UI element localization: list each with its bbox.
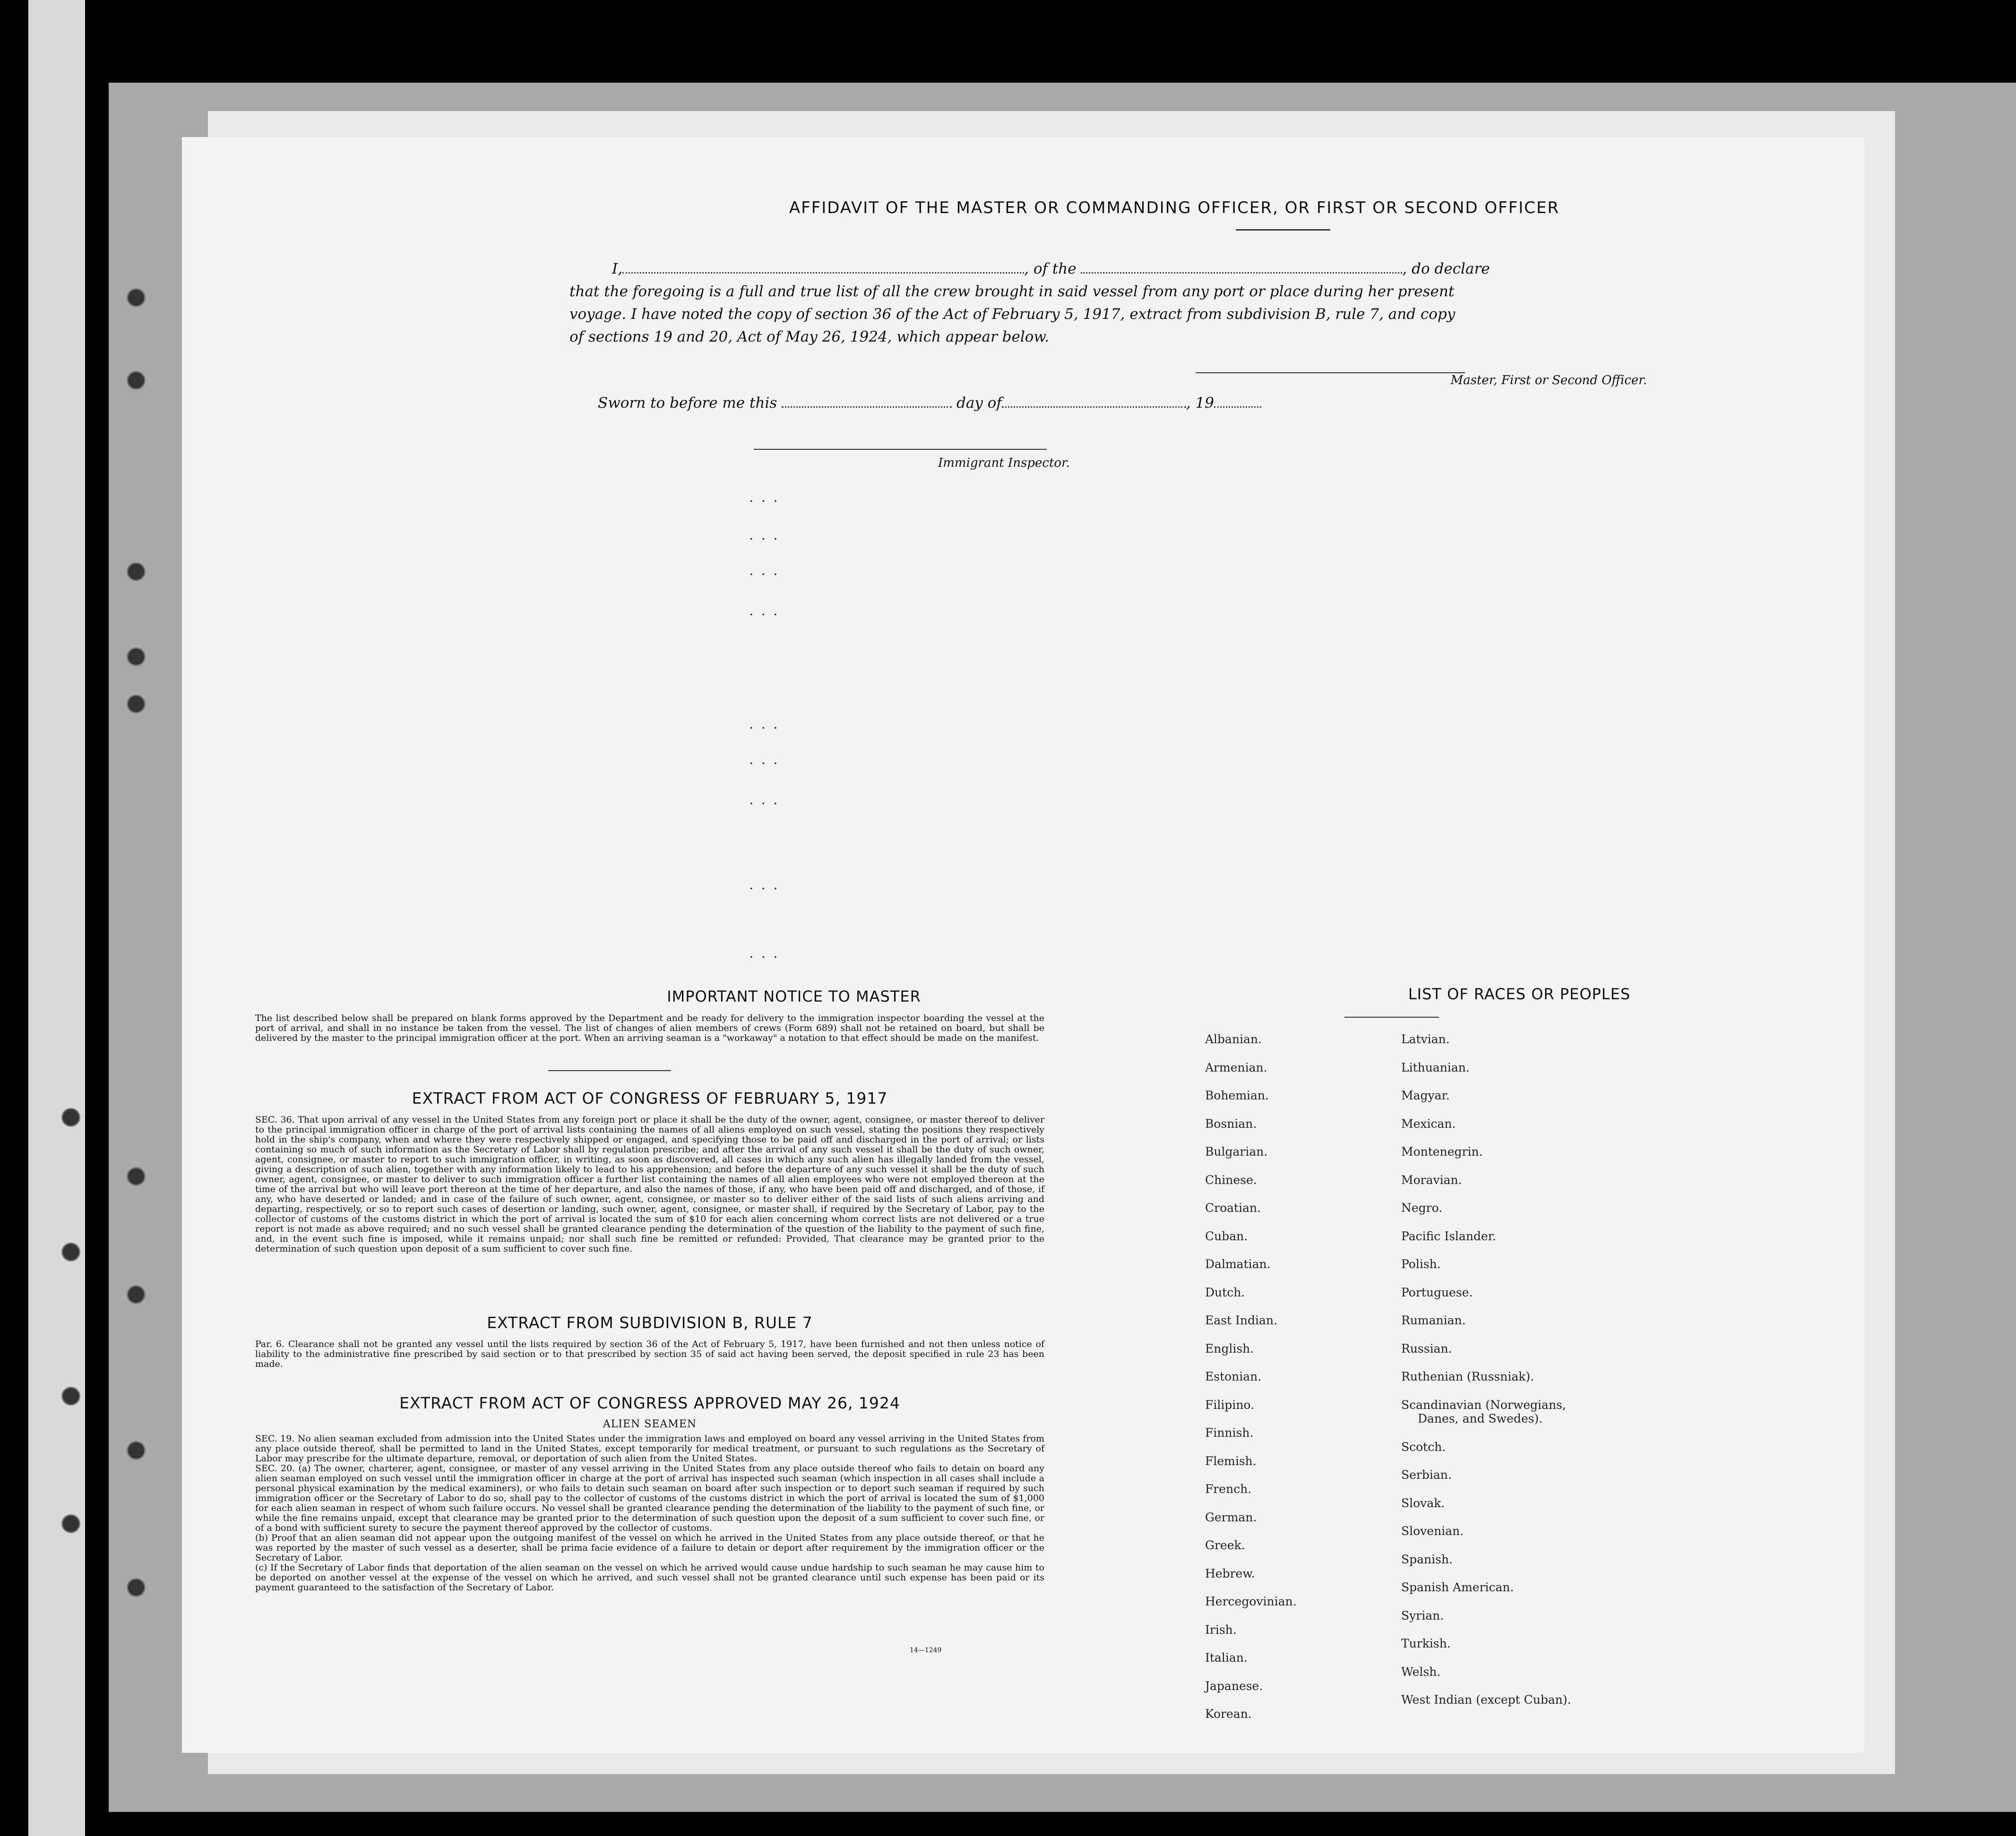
extract-1924-title: EXTRACT FROM ACT OF CONGRESS APPROVED MAY 26, 1924	[399, 1394, 900, 1412]
race-item: Danes, and Swedes).	[1418, 1412, 1543, 1426]
race-item: Japanese.	[1205, 1679, 1263, 1693]
declaration-line-2: that the foregoing is a full and true list of all the crew brought in said vessel from any port or place during her present	[569, 283, 1455, 300]
race-item: Montenegrin.	[1401, 1145, 1483, 1158]
extract-1924-body	[255, 1434, 1044, 1593]
divider	[1236, 229, 1330, 231]
form-number: 14—1249	[910, 1647, 942, 1654]
race-item: Finnish.	[1205, 1426, 1254, 1440]
race-item: Spanish American.	[1401, 1580, 1514, 1595]
affidavit-title: AFFIDAVIT OF THE MASTER OR COMMANDING OFFICER, OR FIRST OR SECOND OFFICER	[789, 198, 1560, 217]
name-blank[interactable]	[622, 262, 1024, 274]
race-item: Albanian.	[1205, 1032, 1262, 1046]
race-item: Korean.	[1205, 1707, 1252, 1721]
race-item: Spanish.	[1401, 1552, 1453, 1566]
race-item: Dutch.	[1205, 1285, 1245, 1299]
section-20a-text: SEC. 20. (a) The owner, charterer, agent, consignee, or master of any vessel arriving in the United States from any place outside thereof who fails to detain on board any alien seaman employed on such vessel until the immigration officer in charge at the port of arrival has inspected such seaman (which inspection in all cases shall include a personal physical examination by the medical examiners), or who fails to detain such seaman on board after such inspection or to deport such seaman if required by such immigration officer or the Secretary of Labor to do so, shall pay to the collector of customs of the customs district in which the port of arrival is located the sum of $1,000 for each alien seaman in respect of whom such failure occurs. No vessel shall be granted clearance pending the determination of the liability to the payment of such fine, or while the fine remains unpaid, except that clearance may be granted prior to the determination of such question upon the deposit of a sum sufficient to cover such fine, or of a bond with sufficient surety to secure the payment thereof approved by the collector of customs.	[255, 1463, 1044, 1533]
race-item: Italian.	[1205, 1651, 1248, 1664]
extract-rule7-body: Par. 6. Clearance shall not be granted any vessel until the lists required by section 36 of the Act of February 5, 1917, have been furnished and not then unless notice of liability to the administrative fine prescribed by said section or to that prescribed by section 35 of said act having been served, the deposit specified in rule 23 has been made.	[255, 1339, 1044, 1369]
race-item: English.	[1205, 1341, 1254, 1356]
race-item: Pacific Islander.	[1401, 1229, 1496, 1243]
race-item: Cuban.	[1205, 1229, 1248, 1243]
divider	[548, 1070, 671, 1071]
race-item: Croatian.	[1205, 1201, 1261, 1215]
sworn-month-blank[interactable]	[1002, 396, 1186, 408]
binder-hole-icon	[127, 288, 146, 307]
declaration-line-1	[569, 257, 1694, 280]
race-item: Portuguese.	[1401, 1285, 1473, 1299]
binder-hole-icon	[61, 1387, 80, 1406]
section-19-text: SEC. 19. No alien seaman excluded from admission into the United States under the immigration laws and employed on board any vessel arriving in the United States from any place outside thereof, shall be permitted to land in the United States, except temporarily for medical treatment, or pursuant to such regulations as the Secretary of Labor may prescribe for the ultimate departure, removal, or deportation of such alien from the United States.	[255, 1433, 1044, 1464]
sworn-day-of: day of	[956, 395, 1002, 412]
race-item: Rumanian.	[1401, 1313, 1466, 1327]
race-item: Slovenian.	[1401, 1524, 1464, 1538]
form-page	[182, 137, 1864, 1753]
dot-mark: ...	[749, 945, 785, 961]
race-item: Negro.	[1401, 1201, 1443, 1215]
dot-mark: ...	[749, 562, 785, 579]
binder-hole-icon	[127, 1441, 146, 1460]
declaration-i: I,	[612, 260, 623, 277]
binder-hole-icon	[127, 695, 146, 713]
declaration-line-3: voyage. I have noted the copy of section 36 of the Act of February 5, 1917, extract from subdivision B, rule 7, and copy	[569, 306, 1456, 323]
binder-hole-icon	[61, 1243, 80, 1261]
race-item: Flemish.	[1205, 1454, 1257, 1468]
binder-hole-icon	[61, 1108, 80, 1127]
race-item: Filipino.	[1205, 1398, 1254, 1412]
race-item: Dalmatian.	[1205, 1257, 1271, 1271]
sworn-year: , 19	[1186, 395, 1214, 412]
inspector-label: Immigrant Inspector.	[938, 456, 1070, 470]
race-item: French.	[1205, 1482, 1252, 1496]
extract-rule7-title: EXTRACT FROM SUBDIVISION B, RULE 7	[487, 1313, 813, 1332]
race-item: Mexican.	[1401, 1116, 1456, 1131]
dot-mark: ...	[749, 489, 785, 506]
race-item: Latvian.	[1401, 1032, 1450, 1046]
race-item: Hebrew.	[1205, 1566, 1255, 1580]
race-item: German.	[1205, 1510, 1257, 1524]
binder-hole-icon	[127, 371, 146, 390]
declaration-line-4: of sections 19 and 20, Act of May 26, 1924, which appear below.	[569, 328, 1050, 345]
race-item: Turkish.	[1401, 1637, 1451, 1651]
dot-mark: ...	[749, 751, 785, 768]
race-item: Slovak.	[1401, 1496, 1445, 1510]
race-item: Armenian.	[1205, 1060, 1267, 1074]
race-item: Welsh.	[1401, 1664, 1441, 1679]
race-item: Estonian.	[1205, 1370, 1262, 1383]
race-item: Russian.	[1401, 1341, 1452, 1356]
race-item: Scandinavian (Norwegians,	[1401, 1398, 1566, 1412]
declaration-do-declare: , do declare	[1402, 260, 1490, 277]
race-item: Ruthenian (Russniak).	[1401, 1370, 1534, 1383]
dot-mark: ...	[749, 791, 785, 808]
inspector-signature-line[interactable]	[754, 449, 1047, 450]
notice-title: IMPORTANT NOTICE TO MASTER	[667, 987, 921, 1005]
race-item: Bohemian.	[1205, 1089, 1269, 1102]
race-item: Moravian.	[1401, 1173, 1462, 1187]
race-item: Lithuanian.	[1401, 1060, 1470, 1074]
extract-1917-title: EXTRACT FROM ACT OF CONGRESS OF FEBRUARY 5, 1917	[412, 1089, 888, 1107]
sworn-day-blank[interactable]	[782, 396, 952, 408]
race-item: West Indian (except Cuban).	[1401, 1693, 1571, 1707]
race-item: Irish.	[1205, 1622, 1237, 1637]
race-item: Polish.	[1401, 1257, 1441, 1271]
section-20b-text: (b) Proof that an alien seaman did not appear upon the outgoing manifest of the vessel on which he arrived in the United States from any place outside thereof, or that he was reported by the master of such vessel as a deserter, shall be prima facie evidence of a failure to detain or deport after requirement by the immigration officer or the Secretary of Labor.	[255, 1533, 1044, 1563]
notice-body: The list described below shall be prepared on blank forms approved by the Department and be ready for delivery to the immigration inspector boarding the vessel at the port of arrival, and shall in no instance be taken from the vessel. The list of changes of alien members of crews (Form 689) shall not be retained on board, but shall be delivered by the master to the principal immigration officer at the port. When an arriving seaman is a "workaway" a notation to that effect should be made on the manifest.	[255, 1013, 1044, 1043]
binder-strip	[28, 0, 85, 1836]
divider	[1344, 1017, 1439, 1018]
dot-mark: ...	[749, 876, 785, 893]
declaration-text	[569, 257, 1694, 348]
race-item: East Indian.	[1205, 1313, 1277, 1327]
race-item: Syrian.	[1401, 1608, 1444, 1622]
sworn-prefix: Sworn to before me this	[598, 395, 777, 412]
races-title: LIST OF RACES OR PEOPLES	[1408, 985, 1631, 1003]
race-item: Scotch.	[1401, 1440, 1446, 1454]
binder-hole-icon	[61, 1514, 80, 1533]
declaration-of-the: , of the	[1024, 260, 1077, 277]
section-20c-text: (c) If the Secretary of Labor finds that deportation of the alien seaman on the vessel on which he arrived would cause undue hardship to such seaman he may cause him to be deported on another vessel at the expense of the vessel on which he arrived, and such vessel shall not be granted clearance until such expense has been paid or its payment guaranteed to the satisfaction of the Secretary of Labor.	[255, 1562, 1044, 1593]
dot-mark: ...	[749, 527, 785, 543]
dot-mark: ...	[749, 716, 785, 732]
race-item: Hercegovinian.	[1205, 1595, 1297, 1608]
binder-hole-icon	[127, 562, 146, 581]
race-item: Bulgarian.	[1205, 1145, 1268, 1158]
sworn-line	[598, 395, 1543, 412]
race-item: Chinese.	[1205, 1173, 1257, 1187]
binder-hole-icon	[127, 1285, 146, 1304]
race-item: Magyar.	[1401, 1089, 1450, 1102]
race-item: Bosnian.	[1205, 1116, 1257, 1131]
vessel-blank[interactable]	[1081, 262, 1402, 274]
race-item: Greek.	[1205, 1538, 1245, 1552]
binder-hole-icon	[127, 1167, 146, 1186]
dot-mark: ...	[749, 602, 785, 619]
alien-seamen-subtitle: ALIEN SEAMEN	[603, 1418, 697, 1430]
race-item: Serbian.	[1401, 1468, 1452, 1482]
master-signature-label: Master, First or Second Officer.	[1450, 373, 1647, 387]
sworn-year-blank[interactable]	[1214, 396, 1261, 408]
binder-hole-icon	[127, 1578, 146, 1597]
binder-hole-icon	[127, 647, 146, 666]
extract-1917-body: SEC. 36. That upon arrival of any vessel in the United States from any foreign port or place it shall be the duty of the owner, agent, consignee, or master thereof to deliver to the principal immigration officer in charge of the port of arrival lists containing the names of all aliens employed on such vessel, stating the positions they respectively hold in the ship's company, when and where they were respectively shipped or engaged, and specifying those to be paid off and discharged in the port of arrival; or lists containing so much of such information as the Secretary of Labor shall by regulation prescribe; and after the arrival of any such vessel it shall be the duty of such owner, agent, consignee, or master to report to such immigration officer, in writing, as soon as discovered, all cases in which any such alien has illegally landed from the vessel, giving a description of such alien, together with any information likely to lead to his apprehension; and before the departure of any such vessel it shall be the duty of such owner, agent, consignee, or master to deliver to such immigration officer a further list containing the names of all alien employees who were not employed thereon at the time of the arrival but who will leave port thereon at the time of her departure, and also the names of those, if any, who have been paid off and discharged, and of those, if any, who have deserted or landed; and in case of the failure of such owner, agent, consignee, or master so to deliver either of the said lists of such aliens arriving and departing, respectively, or so to report such cases of desertion or landing, such owner, agent, consignee, or master shall, if required by the Secretary of Labor, pay to the collector of customs of the customs district in which the port of arrival is located the sum of $10 for each alien concerning whom correct lists are not delivered or a true report is not made as above required; and no such vessel shall be granted clearance pending the determination of the question of the liability to the payment of such fine, and, in the event such fine is imposed, while it remains unpaid; nor shall such fine be remitted or refunded: Provided, That clearance may be granted prior to the determination of such question upon deposit of a sum sufficient to cover such fine.	[255, 1115, 1044, 1254]
